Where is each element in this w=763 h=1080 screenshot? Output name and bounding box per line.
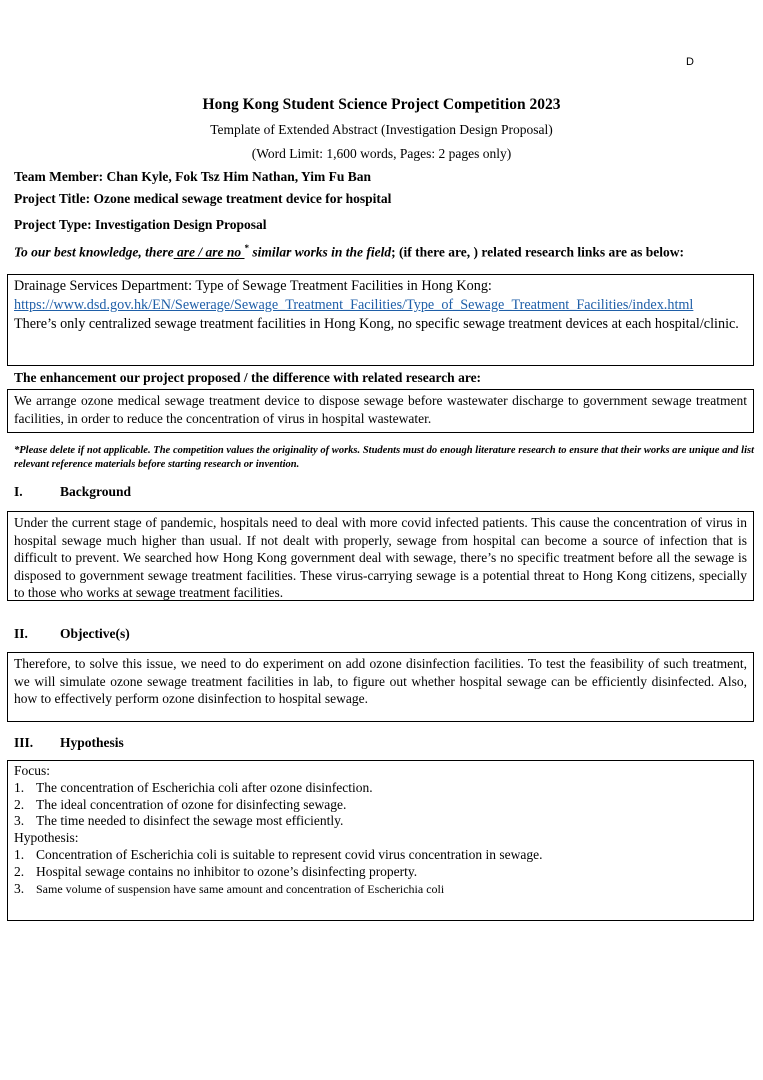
list-item: 2. Hospital sewage contains no inhibitor to ozone’s disinfecting property. bbox=[14, 863, 418, 879]
background-box bbox=[7, 511, 754, 601]
page-letter: D bbox=[686, 56, 694, 68]
section-number: III. bbox=[14, 735, 34, 750]
section-title: Background bbox=[60, 484, 132, 499]
related-research-box bbox=[7, 274, 754, 366]
enhancement-box bbox=[7, 389, 754, 433]
section-hypothesis-heading bbox=[14, 735, 124, 751]
project-title-value: Ozone medical sewage treatment device for hospital bbox=[93, 191, 392, 206]
focus-list bbox=[14, 780, 747, 830]
hypothesis-list bbox=[14, 847, 747, 897]
section-background-heading bbox=[14, 484, 131, 500]
enhancement-text: We arrange ozone medical sewage treatment device to dispose sewage before wastewater discharge to government sewage treatment facilities, in order to reduce the concentration of virus in hospital wastewater. bbox=[14, 393, 747, 426]
section-objective-heading bbox=[14, 626, 130, 642]
related-heading: Drainage Services Department: Type of Sewage Treatment Facilities in Hong Kong: bbox=[14, 278, 492, 294]
project-title-label: Project Title: bbox=[14, 191, 91, 206]
list-item: 3. Same volume of suspension have same amount and concentration of Escherichia coli bbox=[14, 880, 445, 896]
background-text: Under the current stage of pandemic, hospitals need to deal with more covid infected patients. This cause the concentration of virus in hospital sewage much higher than usual. If not dealt with properly, sewage from hospital can become a source of infection that is difficult to prevent. We searched how Hong Kong government deal with sewage, there’s no specific treatment before all the sewage is disposed to government sewage treatment facilities. These virus-carrying sewage is a potential threat to Hong Kong citizens, specially to those who works at sewage treatment facilities. bbox=[14, 515, 747, 600]
section-number: II. bbox=[14, 626, 28, 641]
similar-works-statement bbox=[14, 240, 754, 261]
knowledge-part1: To our best knowledge, there bbox=[14, 244, 174, 260]
objective-text: Therefore, to solve this issue, we need to do experiment on add ozone disinfection facilities. To test the feasibility of such treatment, we will simulate ozone sewage treatment facilities in lab, to figure out whether hospital sewage can be efficiently disinfected. Also, how to effectively perform ozone disinfection to hospital sewage. bbox=[14, 656, 747, 706]
section-title: Objective(s) bbox=[60, 626, 130, 641]
objective-box bbox=[7, 652, 754, 722]
document-subtitle: Template of Extended Abstract (Investigation Design Proposal) bbox=[210, 122, 553, 137]
list-item: 1. The concentration of Escherichia coli after ozone disinfection. bbox=[14, 779, 373, 795]
list-item: 2. The ideal concentration of ozone for disinfecting sewage. bbox=[14, 796, 347, 812]
section-title: Hypothesis bbox=[60, 735, 124, 750]
team-value: Chan Kyle, Fok Tsz Him Nathan, Yim Fu Ban bbox=[106, 169, 372, 184]
knowledge-choice: are / are no bbox=[173, 244, 245, 260]
project-type-line bbox=[14, 217, 267, 233]
team-label: Team Member: bbox=[14, 169, 104, 184]
project-title-line bbox=[14, 191, 391, 207]
hypothesis-box bbox=[7, 760, 754, 921]
document-title: Hong Kong Student Science Project Competition 2023 bbox=[202, 96, 561, 113]
hypothesis-label: Hypothesis: bbox=[14, 830, 79, 846]
knowledge-part3: ; (if there are, ) related research links are as below: bbox=[391, 244, 684, 260]
related-text: There’s only centralized sewage treatment facilities in Hong Kong, no specific sewage treatment devices at each hospital/clinic. bbox=[14, 316, 739, 332]
knowledge-part2: similar works in the field bbox=[249, 244, 392, 260]
related-research-link[interactable]: https://www.dsd.gov.hk/EN/Sewerage/Sewage_Treatment_Facilities/Type_of_Sewage_Treatment_Facilities/index.html bbox=[14, 297, 694, 313]
focus-label: Focus: bbox=[14, 763, 51, 778]
knowledge-star: * bbox=[244, 243, 250, 253]
project-type-label: Project Type: bbox=[14, 217, 92, 232]
project-type-value: Investigation Design Proposal bbox=[94, 217, 267, 232]
team-member-line bbox=[14, 169, 371, 185]
enhancement-heading: The enhancement our project proposed / the difference with related research are: bbox=[14, 370, 482, 385]
section-number: I. bbox=[14, 484, 23, 499]
list-item: 3. The time needed to disinfect the sewage most efficiently. bbox=[14, 813, 344, 829]
footnote: *Please delete if not applicable. The competition values the originality of works. Students must do enough literature research to ensure that their works are unique and list relevant reference materials before starting research or invention. bbox=[14, 445, 754, 470]
word-limit: (Word Limit: 1,600 words, Pages: 2 pages only) bbox=[251, 146, 512, 161]
list-item: 1. Concentration of Escherichia coli is suitable to represent covid virus concentration in sewage. bbox=[14, 846, 543, 862]
